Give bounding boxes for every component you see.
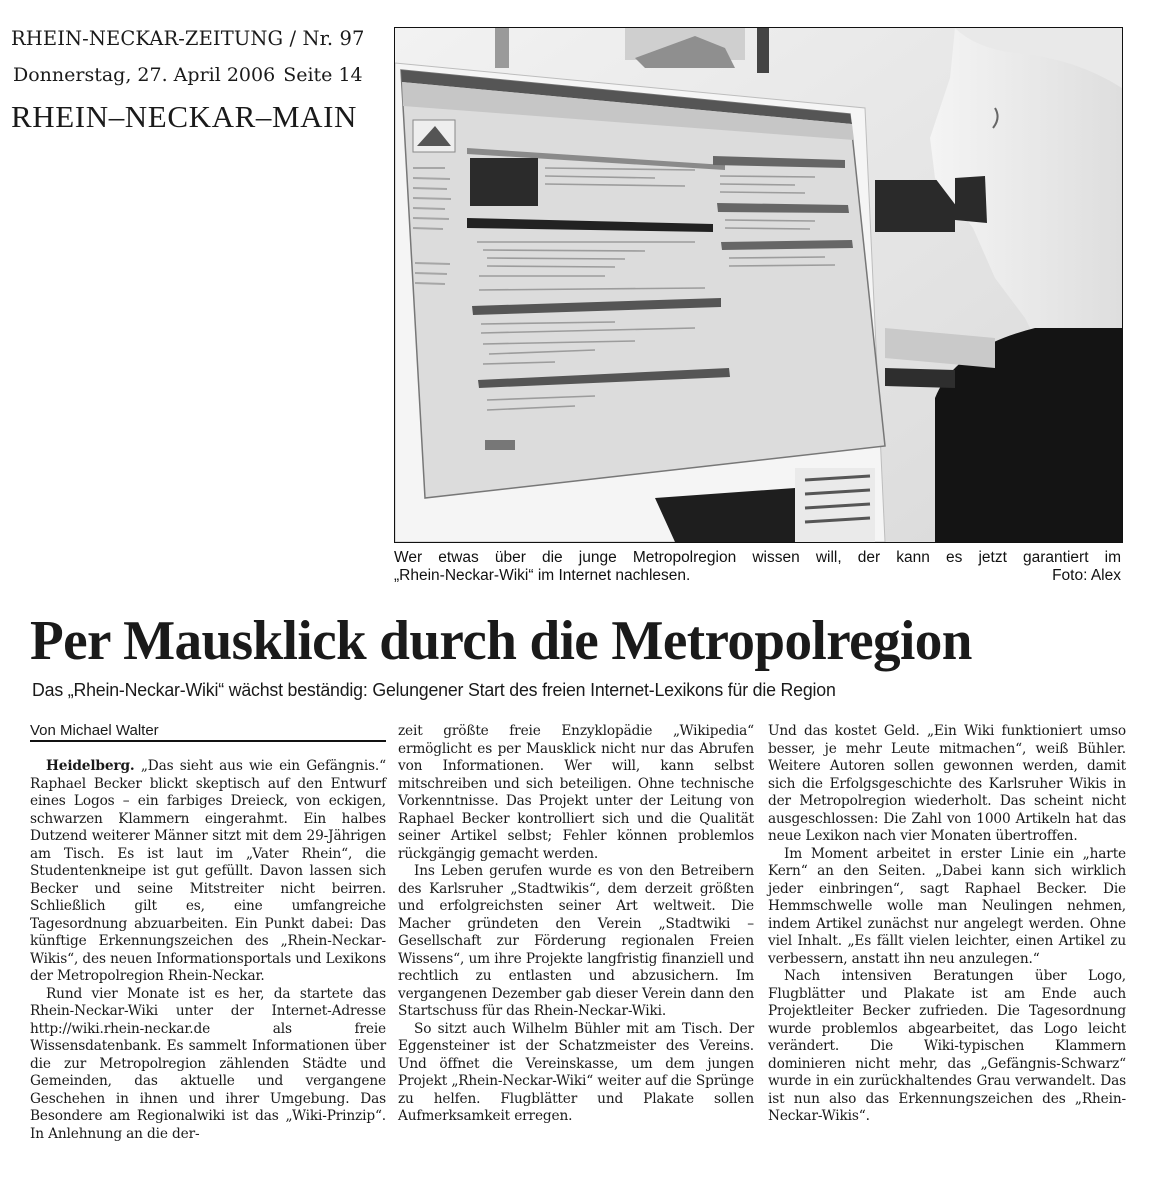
article-paragraph: Ins Leben gerufen wurde es von den Betreibern des Karlsruher „Stadtwikis“, dem derzeit größten und erfolgreichsten seiner Art weltweit. Die Macher gründeten den Verein „Stadtwiki – Gesellschaft zur Förderung regionalen Freien Wissens“, um ihre Projekte langfristig finanziell und rechtlich zu entlasten und abzusichern. Im vergangenen Dezember gab dieser Verein dann den Startschuss für das Rhein-Neckar-Wiki.: [398, 863, 754, 1019]
paragraph-text: „Das sieht aus wie ein Gefängnis.“ Raphael Becker blickt skeptisch auf den Entwurf eines Logos – ein farbiges Dreieck, von eckigen, schwarzen Klammern eingerahmt. Ein halbes Dutzend weiterer Männer sitzt mit dem 29-Jährigen am Tisch. Es ist laut im „Vater Rhein“, die Studentenkneipe ist gut gefüllt. Davon lassen sich Becker und seine Mitstreiter nicht beirren. Schließlich gilt es, eine umfangreiche Tagesordnung abzuarbeiten. Ein Punkt dabei: Das künftige Erkennungszeichen des „Rhein-Neckar-Wikis“, des neuen Informationsportals und Lexikons der Metropolregion Rhein-Neckar.: [30, 758, 386, 984]
caption-line-2: [394, 567, 1121, 585]
article-byline: Von Michael Walter: [30, 722, 386, 742]
article-paragraph: Und das kostet Geld. „Ein Wiki funktioniert umso besser, je mehr Leute mitmachen“, weiß Bühler. Weitere Autoren sollen gewonnen werden, damit sich die Erfolgsgeschichte des Karlsruher Wikis in der Metropolregion wiederholt. Das scheint nicht ausgeschlossen: Die Zahl von 1000 Artikeln hat das neue Lexikon nach vier Monaten übertroffen.: [768, 723, 1126, 844]
wiki-search-button: [485, 440, 515, 450]
caption-line-1: Wer etwas über die junge Metropolregion wissen will, der kann es jetzt garantiert im: [394, 549, 1121, 566]
photo-caption: [394, 549, 1121, 585]
article-paragraph: Rund vier Monate ist es her, da startete das Rhein-Neckar-Wiki unter der Internet-Adresse http://wiki.rhein-neckar.de als freie Wissensdatenbank. Es sammelt Informationen über die zur Metropolregion zählenden Städte und Gemeinden, das aktuelle und vergangene Geschehen in ihnen und ihrer Umgebung. Das Besondere am Regionalwiki ist das „Wiki-Prinzip“. In Anlehnung an die der-: [30, 985, 386, 1142]
window-frame: [757, 28, 769, 73]
article-subheadline: Das „Rhein-Neckar-Wiki“ wächst beständig: Gelungener Start des freien Internet-Lexikons für die Region: [32, 679, 836, 700]
article-paragraph: So sitzt auch Wilhelm Bühler mit am Tisch. Der Eggensteiner ist der Schatzmeister des Vereins. Und öffnet die Vereinskasse, um dem jungen Projekt „Rhein-Neckar-Wiki“ weiter auf die Sprünge zu helfen. Flugblätter und Plakate sollen Aufmerksamkeit erregen.: [398, 1020, 754, 1124]
photo-credit: Foto: Alex: [1052, 567, 1121, 584]
photo-illustration: [395, 28, 1122, 542]
page-number: Seite 14: [283, 64, 363, 86]
wiki-featured-image: [470, 158, 538, 206]
caption-text: „Rhein-Neckar-Wiki“ im Internet nachlesen.: [394, 567, 691, 584]
article-paragraph: Nach intensiven Beratungen über Logo, Flugblätter und Plakate ist am Ende auch Projektleiter Becker zufrieden. Die Tagesordnung wurde problemlos abgearbeitet, das Logo leicht verändert. Die Wiki-typischen Klammern dominieren nicht mehr, das „Gefängnis-Schwarz“ wurde in ein zurückhaltendes Grau verwandelt. Das ist nun also das Erkennungszeichen des „Rhein-Neckar-Wikis“.: [768, 968, 1126, 1124]
article-photo: [394, 27, 1123, 543]
article-paragraph: zeit größte freie Enzyklopädie „Wikipedia“ ermöglicht es per Mausklick nicht nur das Abrufen von Informationen. Wer will, kann selbst mitschreiben und sich beteiligen. Ohne technische Vorkenntnisse. Das Projekt unter der Leitung von Raphael Becker kontrolliert sich und die Qualität seiner Artikel selbst; Fehler können problemlos rückgängig gemacht werden.: [398, 723, 754, 862]
article-headline: Per Mausklick durch die Metropolregion: [30, 610, 972, 672]
newspaper-name: RHEIN-NECKAR-ZEITUNG / Nr. 97: [11, 27, 365, 50]
article-column-3: [768, 723, 1126, 1126]
article-column-1: [30, 758, 386, 1143]
article-dateline: Heidelberg.: [46, 758, 135, 774]
section-title: RHEIN–NECKAR–MAIN: [11, 99, 358, 134]
window-sill-dark: [885, 368, 955, 388]
background-shelf-object: [955, 176, 987, 223]
article-column-2: [398, 723, 754, 1126]
article-paragraph: Im Moment arbeitet in erster Linie ein „harte Kern“ an den Seiten. „Dabei kann sich wirklich jeder einbringen“, sagt Raphael Becker. Die Hemmschwelle wolle man Neulingen nehmen, indem Artikel zunächst nur angelegt werden. Ohne viel Inhalt. „Es fällt vielen leichter, einen Artikel zu verbessern, anstatt ihn neu anzulegen.“: [768, 845, 1126, 967]
article-paragraph: [30, 758, 386, 986]
issue-date: Donnerstag, 27. April 2006: [13, 64, 276, 86]
issue-date-line: [13, 64, 363, 86]
window-frame: [495, 28, 509, 68]
